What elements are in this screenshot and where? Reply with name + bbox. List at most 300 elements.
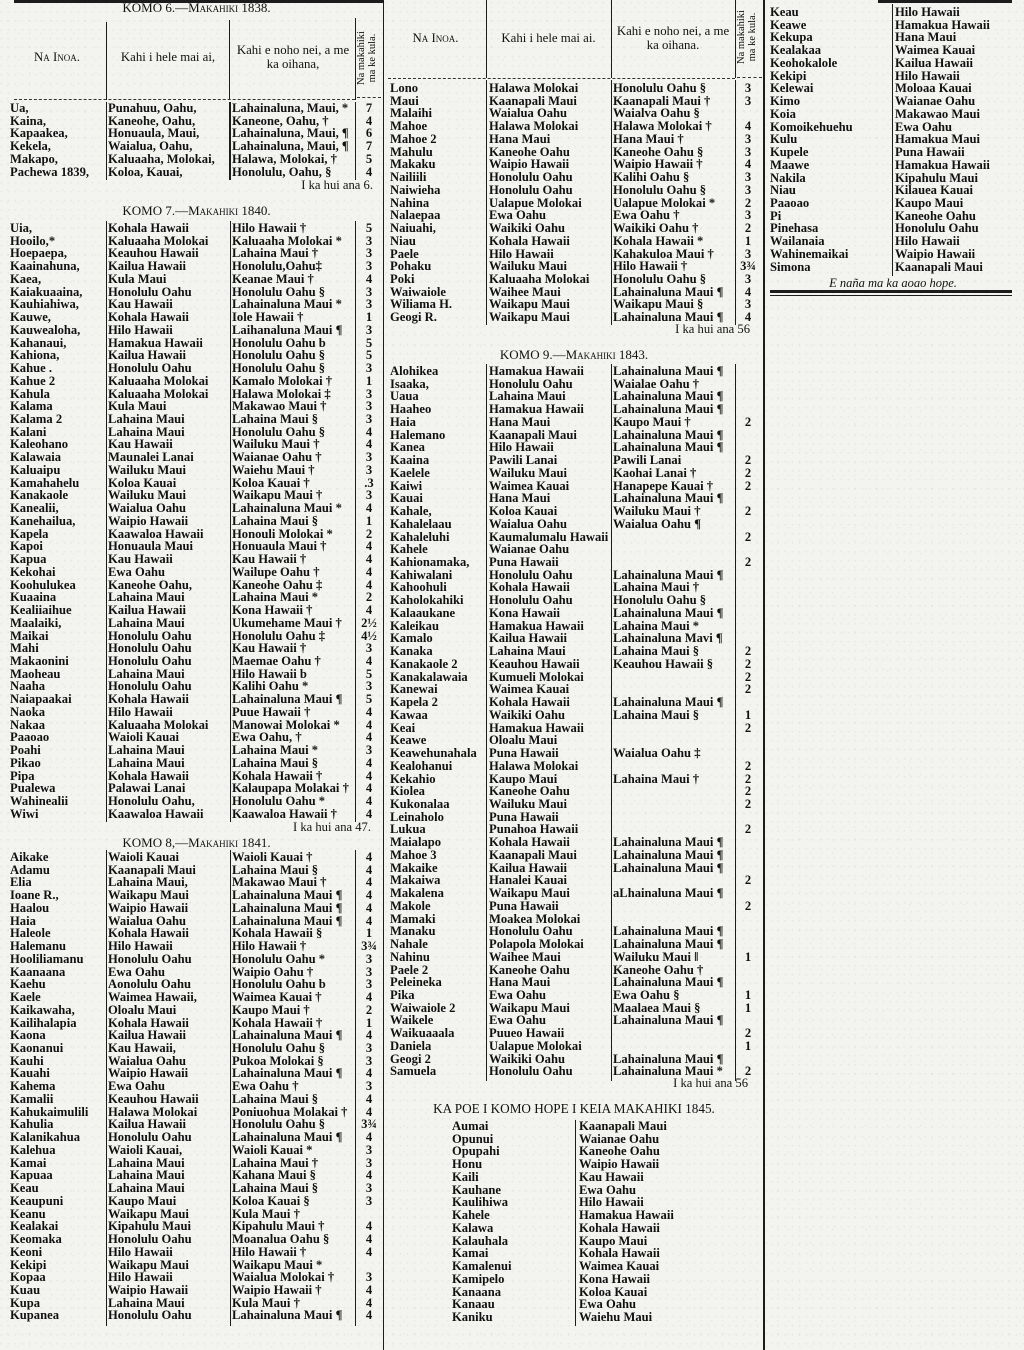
years-cell: 6 bbox=[365, 126, 373, 141]
origin-cell: Waioli Kauai bbox=[108, 730, 180, 745]
origin-cell: Ewa Oahu bbox=[895, 119, 953, 134]
name-cell: Kaiakuaaina, bbox=[10, 284, 83, 299]
name-cell: Pualewa bbox=[10, 781, 56, 796]
residence-cell: Honouli Molokai * bbox=[232, 526, 333, 541]
name-cell: Opupahi bbox=[452, 1144, 500, 1159]
residence-cell: Manowai Molokai * bbox=[232, 717, 340, 732]
origin-cell: Moakea Molokai bbox=[489, 911, 581, 926]
years-cell: 1 bbox=[744, 233, 752, 248]
name-cell: Kuau bbox=[10, 1282, 41, 1297]
years-cell: 4 bbox=[365, 539, 373, 554]
name-cell: Aumai bbox=[452, 1119, 489, 1133]
years-cell: 2 bbox=[744, 898, 752, 913]
years-cell: 3 bbox=[744, 131, 752, 146]
komo-9-rows bbox=[0, 364, 1024, 1081]
name-cell: Geogi R. bbox=[390, 310, 437, 325]
origin-cell: Hilo Hawaii bbox=[108, 704, 173, 719]
years-cell: 2 bbox=[744, 465, 752, 480]
origin-cell: Honolulu Oahu bbox=[489, 593, 573, 608]
years-cell: 4 bbox=[365, 781, 373, 796]
section-title: KOMO 9.—Makahiki 1843. bbox=[499, 347, 649, 362]
years-cell: 3 bbox=[744, 208, 752, 223]
table-row bbox=[0, 121, 1024, 134]
origin-cell: Ewa Oahu bbox=[108, 964, 166, 979]
residence-cell: Waialua Oahu ¶ bbox=[613, 516, 701, 531]
name-cell: Kamahahelu bbox=[10, 475, 80, 490]
origin-cell: Ewa Oahu bbox=[579, 1182, 637, 1197]
origin-cell: Keauhou Hawaii bbox=[489, 656, 580, 671]
residence-cell: Hilo Hawaii † bbox=[613, 259, 688, 274]
name-cell: Kalama bbox=[10, 399, 53, 414]
origin-cell: Kula Maui bbox=[108, 399, 167, 414]
origin-cell: Honuaula, Maui, bbox=[108, 126, 200, 141]
residence-cell: Waikapu Maui § bbox=[613, 297, 704, 312]
years-cell: 4 bbox=[365, 850, 373, 864]
name-cell: Kauwe, bbox=[10, 310, 51, 325]
name-cell: Kanaana bbox=[452, 1284, 501, 1299]
origin-cell: Ewa Oahu bbox=[489, 987, 547, 1002]
name-cell: Elia bbox=[10, 875, 32, 890]
residence-cell: Lahainaluna Maui ¶ bbox=[232, 900, 343, 915]
residence-cell: Lahainaluna, Maui, ¶ bbox=[232, 139, 349, 154]
name-cell: Mahi bbox=[10, 641, 39, 656]
name-cell: Isaaka, bbox=[390, 376, 429, 391]
origin-cell: Hanalei Kauai bbox=[489, 873, 568, 888]
name-cell: Uaua bbox=[390, 389, 419, 404]
table-row bbox=[0, 235, 1024, 248]
name-cell: Nakaa bbox=[10, 717, 45, 732]
origin-cell: Palawai Lanai bbox=[108, 781, 186, 796]
origin-cell: Hana Maui bbox=[489, 414, 551, 429]
section-title: KOMO 8,—Makahiki 1841. bbox=[122, 835, 271, 850]
name-cell: Kauahi bbox=[10, 1066, 50, 1081]
name-cell: Poahi bbox=[10, 743, 41, 758]
years-cell: 3 bbox=[365, 1142, 373, 1157]
residence-cell: aLhainaluna Maui ¶ bbox=[613, 886, 724, 901]
origin-cell: Honolulu Oahu bbox=[489, 170, 573, 185]
residence-cell: Kaneohe Oahu § bbox=[613, 144, 704, 159]
name-cell: Kahaleluhi bbox=[390, 529, 450, 544]
residence-cell: Lahainaluna Maui * bbox=[232, 297, 342, 312]
years-cell: 4 bbox=[365, 806, 373, 821]
years-cell: 4 bbox=[365, 1028, 373, 1043]
header-years-line2: ma ke kula. bbox=[367, 33, 378, 83]
name-cell: Makaonini bbox=[10, 653, 69, 668]
residence-cell: Honuaula Maui † bbox=[232, 539, 327, 554]
years-cell: 2 bbox=[744, 555, 752, 570]
origin-cell: Kaluaaha Molokai bbox=[489, 272, 590, 287]
origin-cell: Puueo Hawaii bbox=[489, 1026, 565, 1041]
origin-cell: Hilo Hawaii bbox=[579, 1195, 644, 1210]
header-residence-line2: ka oihana, bbox=[266, 57, 320, 71]
residence-cell: Lahaina Maui † bbox=[232, 1155, 319, 1170]
residence-cell: Lahainaluna Maui ¶ bbox=[613, 1013, 724, 1028]
name-cell: Simona bbox=[770, 259, 811, 274]
name-cell: Keai bbox=[390, 720, 416, 735]
residence-cell: Lahainaluna Maui ¶ bbox=[613, 427, 724, 442]
residence-cell: Lahainaluna Maui ¶ bbox=[613, 1051, 724, 1066]
origin-cell: Ualapue Molokai bbox=[489, 195, 582, 210]
years-cell: 2½ bbox=[361, 615, 377, 630]
years-cell: 4 bbox=[365, 1232, 373, 1247]
name-cell: Wahinemaikai bbox=[770, 246, 849, 261]
name-cell: Kuaaina bbox=[10, 590, 57, 605]
table-row bbox=[0, 1155, 1024, 1172]
table-row bbox=[0, 798, 1024, 811]
years-cell: 3 bbox=[365, 964, 373, 979]
name-cell: Kahionamaka, bbox=[390, 555, 470, 570]
years-cell: 3 bbox=[365, 641, 373, 656]
name-cell: Adamu bbox=[10, 862, 50, 877]
residence-cell: Waiehu Maui † bbox=[232, 462, 315, 477]
residence-cell: Ualapue Molokai * bbox=[613, 195, 716, 210]
years-cell: 2 bbox=[744, 504, 752, 519]
name-cell: Kaelele bbox=[390, 465, 430, 480]
years-cell: 4 bbox=[365, 1104, 373, 1119]
origin-cell: Kaluaaha Molokai bbox=[108, 717, 209, 732]
header-residence-line1: Kahi e noho nei, a me bbox=[616, 24, 730, 38]
years-cell: 4 bbox=[365, 653, 373, 668]
origin-cell: Kaanapali Maui bbox=[489, 847, 577, 862]
name-cell: Hooliliamanu bbox=[10, 951, 84, 966]
name-cell: Alohikea bbox=[390, 364, 439, 378]
residence-cell: Honolulu Oahu § bbox=[613, 182, 707, 197]
origin-cell: Hilo Hawaii bbox=[489, 246, 554, 261]
name-cell: Kaikawaha, bbox=[10, 1002, 75, 1017]
residence-cell: Waialva Oahu § bbox=[613, 106, 700, 121]
table-row bbox=[0, 987, 1024, 1005]
years-cell: 4 bbox=[365, 900, 373, 915]
residence-cell: Moanalua Oahu § bbox=[232, 1232, 330, 1247]
origin-cell: Hana Maui bbox=[489, 975, 551, 990]
residence-cell: Keauhou Hawaii § bbox=[613, 656, 714, 671]
name-cell: Kealakaa bbox=[770, 43, 822, 58]
years-cell: 4 bbox=[365, 913, 373, 928]
name-cell: Kekipi bbox=[10, 1257, 47, 1272]
years-cell: 3 bbox=[365, 1181, 373, 1196]
years-cell: 4 bbox=[365, 730, 373, 745]
name-cell: Maikai bbox=[10, 628, 49, 643]
residence-cell: Waimea Kauai † bbox=[232, 990, 322, 1005]
name-cell: Kamai bbox=[452, 1246, 489, 1261]
years-cell: 3 bbox=[365, 679, 373, 694]
name-cell: Kapuaa bbox=[10, 1168, 53, 1183]
name-cell: Pika bbox=[390, 987, 415, 1002]
name-cell: Kaluaipu bbox=[10, 462, 61, 477]
name-cell: Kailihalapia bbox=[10, 1015, 77, 1030]
residence-cell: Lahainaluna, Maui, * bbox=[232, 101, 349, 115]
table-row bbox=[0, 1295, 1024, 1312]
name-cell: Kalawaia bbox=[10, 450, 62, 465]
origin-cell: Kaanapali Maui bbox=[895, 259, 983, 274]
origin-cell: Waimea Kauai bbox=[579, 1259, 660, 1274]
name-cell: Nahina bbox=[390, 195, 430, 210]
residence-cell: Pawili Lanai bbox=[613, 453, 682, 468]
years-cell: 4 bbox=[365, 1219, 373, 1234]
origin-cell: Halawa Molokai bbox=[489, 758, 579, 773]
residence-cell: Lahainaluna Maui ¶ bbox=[232, 1028, 343, 1043]
years-cell: 1 bbox=[365, 373, 373, 388]
residence-cell: Kohala Hawaii † bbox=[232, 1015, 323, 1030]
residence-cell: Lahainaluna Maui ¶ bbox=[613, 440, 724, 455]
origin-cell: Honolulu Oahu bbox=[108, 951, 192, 966]
name-cell: Pi bbox=[770, 208, 782, 223]
residence-cell: Kula Maui † bbox=[232, 1295, 300, 1310]
name-cell: Kaniku bbox=[452, 1310, 493, 1325]
residence-cell: Lahaina Maui § bbox=[613, 644, 700, 659]
years-cell: 2 bbox=[744, 669, 752, 684]
top-rule bbox=[878, 0, 1012, 3]
years-cell: 3 bbox=[744, 81, 752, 95]
origin-cell: Kipahulu Maui bbox=[108, 1219, 191, 1234]
residence-cell: Lahainaluna Maui ¶ bbox=[232, 888, 343, 903]
table-row bbox=[0, 31, 1024, 44]
years-cell: 4 bbox=[365, 164, 373, 179]
origin-cell: Waialua Oahu bbox=[489, 106, 568, 121]
years-cell: 3 bbox=[365, 233, 373, 248]
years-cell: 7 bbox=[365, 101, 373, 115]
residence-cell: Pukoa Molokai § bbox=[232, 1053, 324, 1068]
residence-cell: Kaanapali Maui † bbox=[613, 93, 711, 108]
origin-cell: Waioli Kauai, bbox=[108, 1142, 183, 1157]
name-cell: Nahinu bbox=[390, 949, 430, 964]
residence-cell: Lahainaluna Maui ¶ bbox=[613, 924, 724, 939]
origin-cell: Waipio Hawaii bbox=[108, 900, 189, 915]
table-row bbox=[0, 607, 1024, 620]
name-cell: Kawaa bbox=[390, 707, 428, 722]
origin-cell: Halawa Molokai bbox=[489, 81, 579, 95]
name-cell: Makapo, bbox=[10, 151, 58, 166]
years-cell: 2 bbox=[744, 221, 752, 236]
years-cell: 4 bbox=[365, 113, 373, 128]
origin-cell: Waialua, Oahu, bbox=[108, 139, 193, 154]
name-cell: Nahale bbox=[390, 937, 428, 952]
origin-cell: Waikapu Maui bbox=[108, 1206, 189, 1221]
name-cell: Kahukaimulili bbox=[10, 1104, 89, 1119]
table-row bbox=[0, 467, 1024, 480]
origin-cell: Lahaina Maui bbox=[108, 1155, 185, 1170]
name-cell: Samuela bbox=[390, 1064, 437, 1079]
years-cell: 3 bbox=[365, 284, 373, 299]
name-cell: Kaanaana bbox=[10, 964, 66, 979]
origin-cell: Punahoa Hawaii bbox=[489, 822, 579, 837]
years-cell: 4 bbox=[365, 862, 373, 877]
table-row bbox=[0, 747, 1024, 760]
years-cell: 4 bbox=[365, 1282, 373, 1297]
table-row bbox=[0, 19, 1024, 32]
years-cell: 2 bbox=[744, 682, 752, 697]
name-cell: Kaea, bbox=[10, 271, 42, 286]
name-cell: Kahula bbox=[10, 386, 50, 401]
residence-cell: Kau Hawaii † bbox=[232, 552, 307, 567]
name-cell: Kahoohuli bbox=[390, 580, 447, 595]
origin-cell: Keauhou Hawaii bbox=[108, 246, 199, 261]
table-row bbox=[0, 1181, 1024, 1197]
residence-cell: Wailuku Maui † bbox=[232, 437, 320, 452]
origin-cell: Ewa Oahu bbox=[108, 564, 166, 579]
origin-cell: Hilo Hawaii bbox=[108, 939, 173, 954]
residence-cell: Kalaupapa Molakai † bbox=[232, 781, 349, 796]
residence-cell: Lahainaluna Maui ¶ bbox=[613, 835, 724, 850]
name-cell: Poki bbox=[390, 272, 415, 287]
name-cell: Makaike bbox=[390, 860, 438, 875]
residence-cell: Kamalo Molokai † bbox=[232, 373, 333, 388]
residence-cell: Lahainaluna Maui ¶ bbox=[613, 364, 724, 378]
name-cell: Maui bbox=[390, 93, 419, 108]
origin-cell: Honolulu Oahu bbox=[489, 182, 573, 197]
table-row bbox=[0, 1193, 1024, 1210]
name-cell: Kalawa bbox=[452, 1220, 494, 1235]
name-cell: Maawe bbox=[770, 157, 810, 172]
origin-cell: Honolulu Oahu bbox=[895, 221, 979, 236]
years-cell: 3¾ bbox=[740, 259, 756, 274]
residence-cell: Waipio Hawaii † bbox=[232, 1282, 322, 1297]
years-cell: 3¾ bbox=[361, 1117, 377, 1132]
residence-cell: Waikapu Maui † bbox=[232, 488, 323, 503]
origin-cell: Kohala Hawaii bbox=[579, 1246, 660, 1261]
origin-cell: Hamakua Hawaii bbox=[579, 1208, 674, 1223]
name-cell: Kanealii, bbox=[10, 501, 59, 516]
origin-cell: Honolulu Oahu bbox=[108, 641, 192, 656]
origin-cell: Kohala Hawaii bbox=[108, 692, 189, 707]
table-row bbox=[0, 1244, 1024, 1261]
years-cell: 3 bbox=[744, 297, 752, 312]
origin-cell: Waianae Oahu bbox=[895, 94, 976, 109]
name-cell: Maalaiki, bbox=[10, 615, 62, 630]
years-cell: 1 bbox=[365, 926, 373, 941]
residence-cell: Lahainaluna Maui ¶ bbox=[613, 695, 724, 710]
name-cell: Halemano bbox=[390, 427, 446, 442]
origin-cell: Hamakua Hawaii bbox=[895, 17, 990, 32]
years-cell: 1 bbox=[744, 707, 752, 722]
years-cell: 4 bbox=[365, 875, 373, 890]
name-cell: Kapoi bbox=[10, 539, 43, 554]
origin-cell: Hamakua Hawaii bbox=[489, 364, 584, 378]
years-cell: 4 bbox=[365, 1168, 373, 1183]
origin-cell: Hilo Hawaii bbox=[108, 1270, 173, 1285]
origin-cell: Puna Hawaii bbox=[895, 145, 965, 160]
origin-cell: Wailuku Maui bbox=[489, 259, 568, 274]
name-cell: Keawehunahala bbox=[390, 746, 477, 761]
residence-cell: Keanae Maui † bbox=[232, 271, 314, 286]
origin-cell: Waimea Kauai bbox=[489, 478, 570, 493]
name-cell: Pikao bbox=[10, 755, 41, 770]
origin-cell: Kailua Hawaii bbox=[489, 631, 568, 646]
years-cell: 3 bbox=[365, 399, 373, 414]
table-row bbox=[0, 133, 1024, 146]
residence-cell: Hilo Hawaii † bbox=[232, 1244, 307, 1259]
name-cell: Hooilo,* bbox=[10, 233, 56, 248]
origin-cell: Waiehu Maui bbox=[579, 1310, 653, 1325]
name-cell: Hoepaepa, bbox=[10, 246, 68, 261]
name-cell: Waikuaaala bbox=[390, 1026, 455, 1041]
name-cell: Kapaakea, bbox=[10, 126, 68, 141]
years-cell: 4 bbox=[365, 564, 373, 579]
name-cell: Kalama 2 bbox=[10, 412, 63, 427]
origin-cell: Maunalei Lanai bbox=[108, 450, 194, 465]
origin-cell: Waikapu Maui bbox=[489, 1000, 570, 1015]
name-cell: Kapua bbox=[10, 552, 47, 567]
years-cell: 3 bbox=[365, 259, 373, 274]
origin-cell: Hilo Hawaii bbox=[895, 234, 960, 249]
residence-cell: Lahaina Maui § bbox=[232, 755, 319, 770]
residence-cell: Lahainaluna Maui ¶ bbox=[232, 692, 343, 707]
residence-cell: Honolulu Oahu * bbox=[232, 794, 326, 809]
residence-cell: Lahainaluna Maui * bbox=[232, 501, 342, 516]
residence-cell: Honolulu Oahu § bbox=[232, 284, 326, 299]
origin-cell: Ewa Oahu bbox=[579, 1297, 637, 1312]
name-cell: Paaoao bbox=[770, 196, 810, 211]
origin-cell: Kilauea Kauai bbox=[895, 183, 974, 198]
table-row bbox=[0, 146, 1024, 159]
name-cell: Kekahio bbox=[390, 771, 436, 786]
name-cell: Maoheau bbox=[10, 666, 61, 681]
name-cell: Paele 2 bbox=[390, 962, 429, 977]
name-cell: Keomaka bbox=[10, 1232, 62, 1247]
origin-cell: Puna Hawaii bbox=[489, 809, 559, 824]
name-cell: Kanehailua, bbox=[10, 513, 76, 528]
name-cell: Kopaa bbox=[10, 1270, 46, 1285]
name-cell: Leinaholo bbox=[390, 809, 444, 824]
years-cell: 4 bbox=[365, 768, 373, 783]
name-cell: Haia bbox=[10, 913, 36, 928]
table-row bbox=[0, 645, 1024, 658]
years-cell: 3 bbox=[365, 412, 373, 427]
name-cell: Kahalelaau bbox=[390, 516, 452, 531]
origin-cell: Honolulu Oahu bbox=[108, 628, 192, 643]
table-row bbox=[0, 1026, 1024, 1043]
origin-cell: Waipio Hawaii bbox=[579, 1157, 660, 1172]
origin-cell: Lahaina Maui bbox=[108, 743, 185, 758]
table-row bbox=[0, 505, 1024, 518]
name-cell: Kahele bbox=[452, 1208, 490, 1223]
section-total: I ka hui ana 6. bbox=[301, 178, 373, 192]
name-cell: Haalou bbox=[10, 900, 50, 915]
origin-cell: Hana Maui bbox=[489, 491, 551, 506]
name-cell: Kaleikau bbox=[390, 618, 439, 633]
origin-cell: Honolulu Oahu bbox=[489, 567, 573, 582]
name-cell: Kupa bbox=[10, 1295, 41, 1310]
origin-cell: Kohala Hawaii bbox=[489, 233, 570, 248]
years-cell: 4 bbox=[365, 1066, 373, 1081]
residence-cell: Hanapepe Kauai † bbox=[613, 478, 714, 493]
years-cell: 4 bbox=[365, 888, 373, 903]
name-cell: Nailiili bbox=[390, 170, 427, 185]
name-cell: Malaihi bbox=[390, 106, 432, 121]
name-cell: Kanakaole bbox=[10, 488, 69, 503]
residence-cell: Lahainaluna Maui ¶ bbox=[613, 491, 724, 506]
origin-cell: Waioli Kauai bbox=[108, 850, 180, 864]
table-row bbox=[0, 836, 1024, 849]
years-cell: 4 bbox=[365, 552, 373, 567]
origin-cell: Lahaina Maui bbox=[489, 644, 566, 659]
origin-cell: Kaumalumalu Hawaii bbox=[489, 529, 609, 544]
residence-cell: Waikiki Oahu † bbox=[613, 221, 699, 236]
residence-cell: Hilo Hawaii b bbox=[232, 666, 307, 681]
table-row bbox=[0, 108, 1024, 121]
header-name: Na Inoa. bbox=[412, 31, 459, 45]
header-name: Na Inoa. bbox=[34, 50, 80, 64]
table-row bbox=[0, 886, 1024, 903]
table-row bbox=[0, 6, 1024, 19]
residence-cell: Hana Maui † bbox=[613, 131, 684, 146]
table-row bbox=[0, 222, 1024, 235]
origin-cell: Ewa Oahu bbox=[108, 1079, 166, 1094]
table-row bbox=[0, 1168, 1024, 1184]
residence-cell: Kaneohe Oahu † bbox=[613, 962, 704, 977]
residence-cell: Kipahulu Maui † bbox=[232, 1219, 325, 1234]
origin-cell: Waialua Oahu bbox=[108, 913, 187, 928]
